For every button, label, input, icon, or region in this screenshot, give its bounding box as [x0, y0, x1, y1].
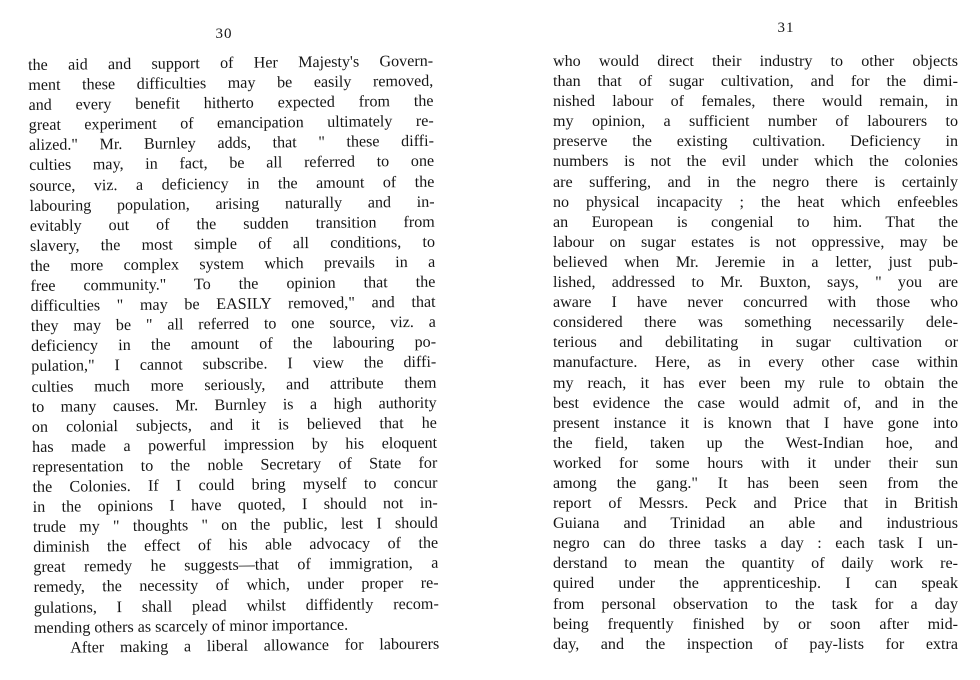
- text-line: present instance it is known that I have gone into: [553, 414, 958, 432]
- text-line: believed when Mr. Jeremie in a letter, just pub-: [553, 253, 958, 271]
- text-line: manufacture. Here, as in every other case within: [553, 354, 958, 372]
- text-line: from personal observation to the task for a day: [553, 595, 958, 613]
- text-line: best evidence the case would admit of, and in the: [553, 394, 958, 412]
- text-line: slavery, the most simple of all conditions, to: [29, 233, 436, 255]
- text-line: numbers is not the evil under which the colonies: [553, 153, 958, 171]
- text-line: among the gang." It has been seen from the: [553, 474, 958, 492]
- text-line: considered there was something necessarily dele-: [553, 314, 958, 332]
- text-line: terious and debilitating in sugar cultivation or: [553, 334, 958, 352]
- text-line: source, viz. a deficiency in the amount of the: [29, 173, 435, 195]
- text-line: the field, taken up the West-Indian hoe, and: [553, 434, 958, 452]
- text-line: free community." To the opinion that the: [30, 273, 436, 296]
- text-line: an European is congenial to him. That the: [553, 213, 958, 231]
- page-text: [28, 52, 439, 659]
- text-line: nished labour of females, there would remain, in: [553, 93, 958, 111]
- text-line: negro can do three tasks a day : each task I un-: [553, 535, 958, 553]
- text-line: gulations, I shall plead whilst diffidently recom-: [33, 595, 439, 617]
- text-line: who would direct their industry to other objects: [553, 53, 958, 70]
- text-line: difficulties " may be EASILY removed," and that: [30, 293, 436, 316]
- text-line: deficiency in the amount of the labouring po-: [30, 334, 437, 356]
- text-line: the Colonies. If I could bring myself to concur: [32, 474, 438, 496]
- text-line: and every benefit hitherto expected from the: [28, 92, 434, 115]
- text-line: lished, addressed to Mr. Buxton, says, " you are: [553, 274, 958, 292]
- text-line: day, and the inspection of pay-lists for extra: [553, 635, 958, 653]
- text-line: are suffering, and in the negro there is certainly: [553, 173, 958, 191]
- text-line: on colonial subjects, and it is believed that he: [31, 414, 437, 436]
- text-line: aware I have never concurred with those who: [553, 294, 958, 312]
- text-line: has made a powerful impression by his eloquent: [32, 434, 438, 456]
- text-line: my opinion, a sufficient number of labourers to: [553, 113, 958, 131]
- text-line: being frequently finished by or soon after mid-: [553, 615, 958, 633]
- text-line: great experiment of emancipation ultimately re-: [28, 113, 434, 135]
- text-line: mending others as scarcely of minor importance.: [33, 616, 349, 637]
- text-line: Guiana and Trinidad an able and industrious: [553, 515, 958, 533]
- page-text: [553, 52, 958, 655]
- text-line: than that of sugar cultivation, and for the dimi-: [553, 73, 958, 91]
- text-line: my reach, it has ever been my rule to obtain the: [553, 374, 958, 392]
- text-line: they may be " all referred to one source, viz. a: [30, 313, 436, 336]
- text-line: report of Messrs. Peck and Price that in British: [553, 495, 958, 513]
- text-line: After making a liberal allowance for labourers: [70, 635, 440, 657]
- text-line: derstand to mean the quantity of daily work re-: [553, 555, 958, 573]
- text-line: labour on sugar estates is not oppressive, may be: [553, 233, 958, 251]
- text-line: representation to the noble Secretary of State for: [32, 454, 438, 476]
- text-line: ment these difficulties may be easily removed,: [28, 72, 434, 95]
- text-line: preserve the existing cultivation. Deficiency in: [553, 133, 958, 151]
- text-line: to many causes. Mr. Burnley is a high authority: [31, 394, 437, 416]
- text-line: trude my " thoughts " on the public, lest I should: [32, 514, 439, 537]
- text-line: great remedy he suggests—that of immigration, a: [33, 555, 439, 577]
- text-line: evitably out of the sudden transition from: [29, 213, 435, 235]
- text-line: culties may, in fact, be all referred to one: [29, 153, 435, 175]
- text-line: the more complex system which prevails in a: [30, 253, 436, 275]
- text-line: diminish the effect of his able advocacy of the: [33, 534, 439, 557]
- page-number: 30: [215, 26, 233, 42]
- text-line: the aid and support of Her Majesty's Govern-: [28, 52, 434, 74]
- text-line: remedy, the necessity of which, under proper re-: [33, 575, 439, 597]
- text-line: labouring population, arising naturally and in-: [29, 193, 435, 215]
- text-line: in the opinions I have quoted, I should not in-: [32, 494, 438, 517]
- text-line: quired under the apprenticeship. I can speak: [553, 575, 958, 593]
- text-line: worked for some hours with it under their sun: [553, 454, 958, 472]
- text-line: alized." Mr. Burnley adds, that " these diffi-: [28, 133, 435, 155]
- text-line: no physical incapacity ; the heat which enfeebles: [553, 193, 958, 211]
- text-line: culties much more seriously, and attribute them: [31, 374, 437, 396]
- page-number: 31: [777, 20, 795, 36]
- right-page: [490, 0, 980, 680]
- text-line: pulation," I cannot subscribe. I view the diffi-: [31, 354, 437, 376]
